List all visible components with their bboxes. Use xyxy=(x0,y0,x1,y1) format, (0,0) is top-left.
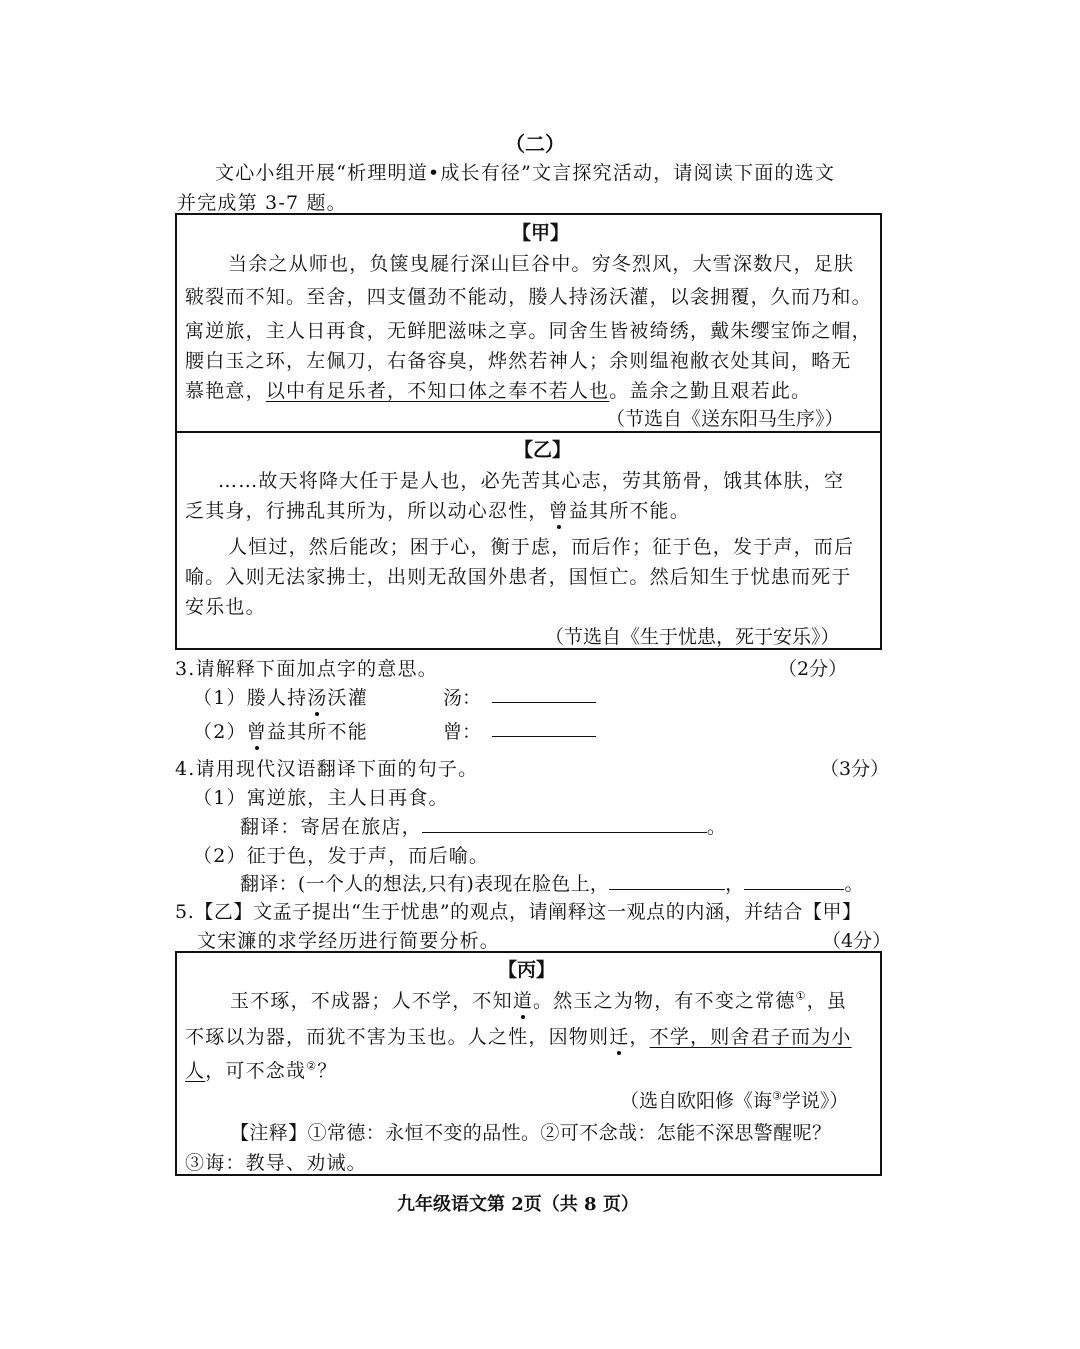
passage-bing-line-1 xyxy=(230,986,847,1013)
bing-l3-end: ？ xyxy=(317,1060,338,1082)
bing-dotted-char-1: 道 xyxy=(512,990,534,1012)
passage-jia-title: 【甲】 xyxy=(512,222,570,244)
passage-jia-line-5 xyxy=(185,376,811,403)
q3-i2-pre: （2） xyxy=(193,721,247,743)
q4-translation-2 xyxy=(240,869,864,896)
bing-l1-end: ，虽 xyxy=(806,990,848,1012)
bing-source-sup: ③ xyxy=(772,1089,782,1103)
q3-label-1: 汤： xyxy=(443,687,482,709)
q3-i1-pre: （1）媵人持 xyxy=(193,687,308,709)
q4-answer-blank-2[interactable] xyxy=(609,871,725,890)
q3-label-2: 曾： xyxy=(443,721,482,743)
bing-source-post: 学说》） xyxy=(781,1090,849,1112)
passage-jia-line-2: 皲裂而不知。至舍，四支僵劲不能动，媵人持汤沃灌，以衾拥覆，久而乃和。 xyxy=(185,286,872,308)
page-footer: 九年级语文第 2页（共 8 页） xyxy=(397,1194,639,1215)
q3-item-1 xyxy=(193,683,368,710)
passage-bing-line-2 xyxy=(185,1022,852,1049)
q4-translation-1 xyxy=(240,812,727,839)
q4-t2-end: 。 xyxy=(844,873,864,895)
bing-l1-pre: 玉不琢，不成器；人不学，不知 xyxy=(230,990,513,1012)
q4-t1-end: 。 xyxy=(706,816,728,838)
q4-t2-mid: ， xyxy=(725,873,745,895)
passage-bing-line-3 xyxy=(185,1056,337,1083)
q5-line-1: 5.【乙】文孟子提出“生于忧患”的观点，请阐释这一观点的内涵，并结合【甲】 xyxy=(175,901,862,923)
passage-bing-note-2: ③诲：教导、劝诫。 xyxy=(185,1152,367,1174)
q4-t1-pre: 翻译：寄居在旅店， xyxy=(240,816,422,838)
passage-bing-title: 【丙】 xyxy=(498,959,556,981)
q4-answer-blank-3[interactable] xyxy=(744,871,844,890)
passage-jia-source: （节选自《送东阳马生序》） xyxy=(606,408,844,430)
jia-l5-pre: 慕艳意， xyxy=(185,380,266,402)
passage-divider xyxy=(175,431,882,433)
passage-jia-line-3: 寓逆旅，主人日再食，无鲜肥滋味之享。同舍生皆被绮绣，戴朱缨宝饰之帽， xyxy=(185,320,872,342)
section-title: （二） xyxy=(505,132,565,156)
passage-yi-line-2 xyxy=(185,496,690,523)
passage-yi-source: （节选自《生于忧患，死于安乐》） xyxy=(545,626,840,648)
bing-l3-mid: ，可不念哉 xyxy=(205,1060,307,1082)
q3-stem: 3.请解释下面加点字的意思。 xyxy=(175,658,438,680)
q5-score: （4分） xyxy=(822,930,892,952)
bing-l1-post: 。然玉之为物，有不变之常德 xyxy=(533,990,796,1012)
intro-line-2: 并完成第 3-7 题。 xyxy=(177,192,347,214)
passage-yi-line-1: ……故天将降大任于是人也，必先苦其心志，劳其筋骨，饿其体肤，空 xyxy=(218,470,845,492)
bing-dotted-char-2: 迁 xyxy=(609,1026,630,1048)
passage-jia-line-1: 当余之从师也，负箧曳屣行深山巨谷中。穷冬烈风，大雪深数尺，足肤 xyxy=(228,253,855,275)
bing-source-pre: （选自欧阳修《诲 xyxy=(620,1090,773,1112)
q4-item-1: （1）寓逆旅，主人日再食。 xyxy=(193,787,449,809)
jia-l5-post: 。盖余之勤且艰若此。 xyxy=(609,380,812,402)
jia-underlined-sentence: 以中有足乐者，不知口体之奉不若人也 xyxy=(265,380,610,402)
q4-score: （3分） xyxy=(820,758,890,780)
q3-item-2 xyxy=(193,717,368,744)
bing-l3-sup: ② xyxy=(306,1059,318,1073)
q3-answer-blank-2[interactable] xyxy=(492,718,596,737)
yi-dotted-char: 曾 xyxy=(548,500,569,522)
q4-t2-pre: 翻译：(一个人的想法,只有)表现在脸色上， xyxy=(240,873,610,895)
q4-answer-blank-1[interactable] xyxy=(422,814,707,833)
passage-bing-source xyxy=(620,1086,848,1113)
intro-line-1: 文心小组开展“析理明道•成长有径”文言探究活动，请阅读下面的选文 xyxy=(215,162,836,184)
passage-bing-note-1: 【注释】①常德：永恒不变的品性。②可不念哉：怎能不深思警醒呢？ xyxy=(230,1122,832,1144)
bing-underlined-sentence-1: 不学，则舍君子而为小 xyxy=(649,1026,852,1048)
q5-line-2: 文宋濂的求学经历进行简要分析。 xyxy=(197,930,501,952)
q3-i1-post: 沃灌 xyxy=(327,687,368,709)
passage-yi-line-3: 人恒过，然后能改；困于心，衡于虑，而后作；征于色，发于声，而后 xyxy=(228,536,855,558)
bing-l2-pre: 不琢以为器，而犹不害为玉也。人之性，因物则 xyxy=(185,1026,610,1048)
passage-yi-line-5: 安乐也。 xyxy=(185,596,266,618)
q3-dotted-char-1: 汤 xyxy=(307,687,328,709)
bing-underlined-sentence-2: 人 xyxy=(185,1060,206,1082)
bing-l1-sup: ① xyxy=(795,989,807,1003)
passage-yi-line-4: 喻。入则无法家拂士，出则无敌国外患者，国恒亡。然后知生于忧患而死于 xyxy=(185,566,852,588)
passage-jia-line-4: 腰白玉之环，左佩刀，右备容臭，烨然若神人；余则缊袍敝衣处其间，略无 xyxy=(185,350,852,372)
yi-l2-post: 益其所不能。 xyxy=(568,500,691,522)
q3-dotted-char-2: 曾 xyxy=(246,721,267,743)
q4-stem: 4.请用现代汉语翻译下面的句子。 xyxy=(175,758,479,780)
yi-l2-pre: 乏其身，行拂乱其所为，所以动心忍性， xyxy=(185,500,549,522)
q4-item-2: （2）征于色，发于声，而后喻。 xyxy=(193,845,490,867)
passage-yi-title: 【乙】 xyxy=(514,439,572,461)
q3-i2-post: 益其所不能 xyxy=(266,721,368,743)
q3-answer-blank-1[interactable] xyxy=(492,684,596,703)
bing-l2-mid: ， xyxy=(629,1026,650,1048)
q3-score: （2分） xyxy=(778,658,848,680)
